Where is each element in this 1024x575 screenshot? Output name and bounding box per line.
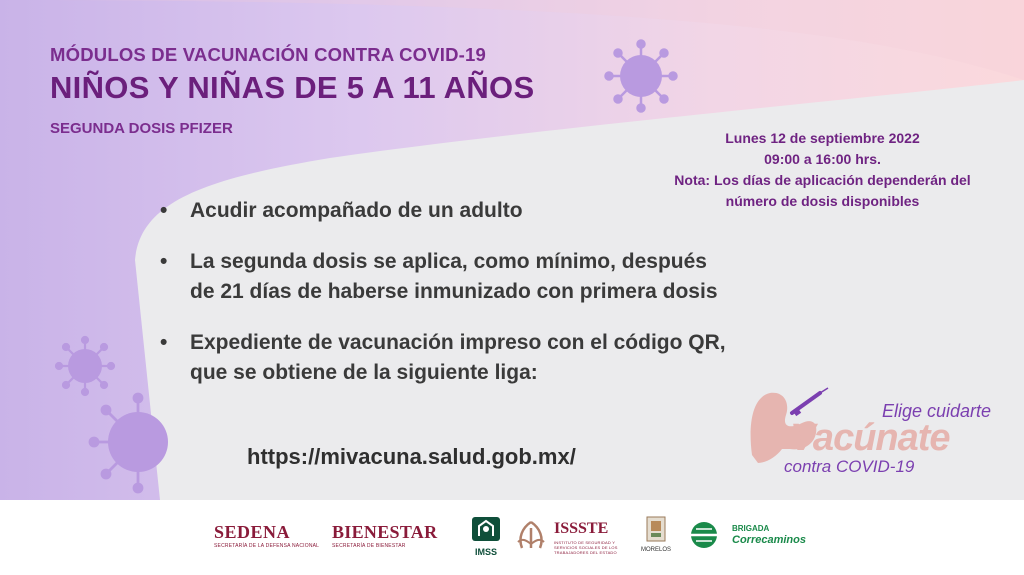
note-line: número de dosis disponibles bbox=[725, 193, 920, 209]
bienestar-name: BIENESTAR bbox=[332, 522, 438, 542]
bullet-icon: • bbox=[160, 199, 168, 222]
list-item-text: La segunda dosis se aplica, como mínimo, después bbox=[190, 250, 707, 273]
issste-name: ISSSTE bbox=[554, 520, 609, 537]
virus-icon bbox=[54, 335, 116, 397]
list-item-text: Acudir acompañado de un adulto bbox=[190, 199, 523, 222]
sedena-sub: SECRETARÍA DE LA DEFENSA NACIONAL bbox=[214, 543, 320, 549]
issste-emblem-icon bbox=[512, 518, 550, 552]
sedena-logo bbox=[214, 522, 324, 549]
schedule-hours: 09:00 a 16:00 hrs. bbox=[764, 151, 881, 167]
subtitle: SEGUNDA DOSIS PFIZER bbox=[50, 120, 233, 137]
campaign-main: Vacúnate bbox=[790, 417, 950, 459]
bienestar-logo bbox=[332, 522, 462, 549]
vaccine-link[interactable]: https://mivacuna.salud.gob.mx/ bbox=[247, 444, 576, 469]
bullet-icon: • bbox=[160, 331, 168, 354]
list-item bbox=[160, 196, 880, 226]
correcaminos-emblem-icon bbox=[682, 520, 726, 550]
morelos-logo bbox=[640, 516, 672, 553]
list-item bbox=[160, 328, 880, 388]
imss-name: IMSS bbox=[474, 547, 497, 557]
campaign-sub: contra COVID-19 bbox=[784, 457, 915, 476]
issste-sub: INSTITUTO DE SEGURIDAD Y SERVICIOS SOCIALES DE LOS TRABAJADORES DEL ESTADO bbox=[554, 540, 618, 555]
correcaminos-label: Correcaminos bbox=[732, 534, 806, 546]
vacunate-logo bbox=[740, 385, 1020, 485]
requirements-list bbox=[160, 196, 880, 409]
list-item-text: Expediente de vacunación impreso con el código QR, bbox=[190, 331, 726, 354]
virus-icon bbox=[88, 390, 168, 500]
campaign-tagline: Elige cuidarte bbox=[882, 401, 992, 421]
morelos-name: MORELOS bbox=[640, 547, 671, 553]
imss-emblem-icon bbox=[471, 516, 501, 542]
virus-icon bbox=[603, 38, 679, 114]
note-line: Nota: Los días de aplicación dependerán del bbox=[674, 172, 971, 188]
bienestar-sub: SECRETARÍA DE BIENESTAR bbox=[332, 543, 406, 549]
kicker-heading: MÓDULOS DE VACUNACIÓN CONTRA COVID-19 bbox=[50, 44, 486, 65]
sedena-name: SEDENA bbox=[214, 522, 291, 542]
list-item-text: que se obtiene de la siguiente liga: bbox=[190, 361, 538, 384]
imss-logo bbox=[470, 516, 502, 557]
list-item-text: de 21 días de haberse inmunizado con primera dosis bbox=[190, 280, 718, 303]
list-item bbox=[160, 247, 880, 307]
schedule-date: Lunes 12 de septiembre 2022 bbox=[725, 130, 920, 146]
morelos-emblem-icon bbox=[645, 516, 667, 542]
page-title: NIÑOS Y NIÑAS DE 5 A 11 AÑOS bbox=[50, 70, 535, 105]
bullet-icon: • bbox=[160, 250, 168, 273]
brigada-label: BRIGADA bbox=[732, 524, 770, 533]
